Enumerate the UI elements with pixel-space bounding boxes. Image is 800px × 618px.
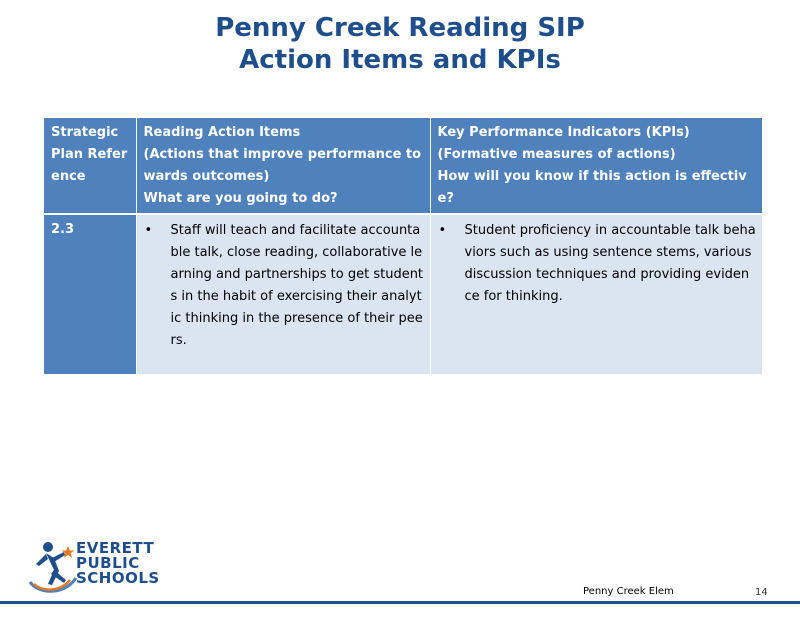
everett-public-schools-logo — [24, 538, 174, 602]
bullet-icon: • — [144, 223, 153, 238]
header-line: (Actions that improve performance towards outcomes) — [143, 147, 422, 184]
logo-wordmark — [76, 541, 160, 586]
table-header-row — [44, 118, 762, 214]
kpi-cell — [430, 214, 762, 374]
slide-title-line2: Action Items and KPIs — [239, 45, 561, 75]
slide-title — [0, 12, 800, 76]
header-line: Reading Action Items — [143, 125, 301, 140]
header-line: How will you know if this action is effective? — [437, 169, 747, 206]
logo-line: EVERETT — [76, 539, 155, 557]
list-item — [145, 220, 424, 352]
header-line: (Formative measures of actions) — [437, 147, 676, 162]
footer-school-name: Penny Creek Elem — [583, 586, 674, 597]
header-key-performance-indicators — [430, 118, 762, 214]
header-line: Strategic Plan Reference — [51, 125, 128, 184]
logo-line: SCHOOLS — [76, 569, 160, 587]
slide-title-line1: Penny Creek Reading SIP — [215, 13, 585, 43]
page-number: 14 — [755, 587, 768, 598]
action-item-cell — [136, 214, 430, 374]
footer-divider — [0, 601, 800, 604]
header-line: What are you going to do? — [143, 191, 338, 206]
logo-line: PUBLIC — [76, 554, 140, 572]
bullet-icon: • — [438, 223, 447, 238]
list-item — [439, 220, 757, 308]
running-figure-icon — [24, 538, 78, 598]
table-row — [44, 214, 762, 374]
header-reading-action-items — [136, 118, 430, 214]
reference-cell: 2.3 — [44, 214, 136, 374]
action-items-table — [44, 118, 762, 374]
action-item-text: Staff will teach and facilitate accountable talk, close reading, collaborative learning and partnerships to get students in the habit of exercising their analytic thinking in the presence of their peers. — [170, 223, 424, 348]
header-line: Key Performance Indicators (KPIs) — [437, 125, 690, 140]
kpi-text: Student proficiency in accountable talk behaviors such as using sentence stems, various discussion techniques and providing evidence for thinking. — [464, 223, 756, 304]
header-strategic-plan-reference — [44, 118, 136, 214]
